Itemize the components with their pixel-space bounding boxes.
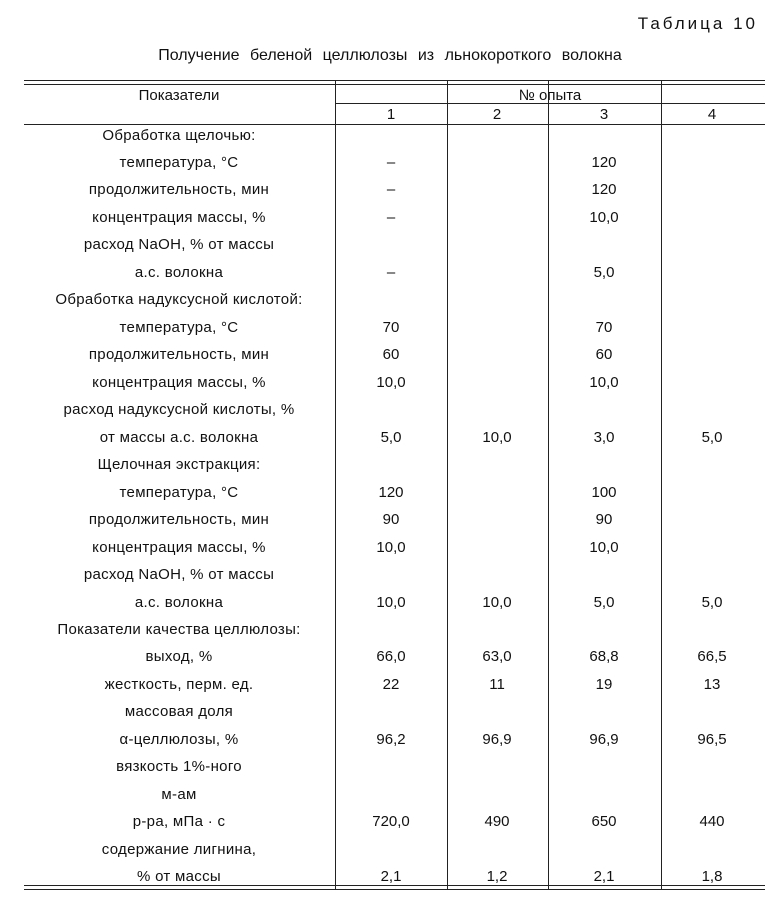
table-cell: 60 [382, 346, 400, 363]
table-cell: 2,1 [380, 868, 402, 885]
table-cell: 10,0 [589, 374, 619, 391]
table-cell: 70 [595, 319, 613, 336]
row-label: концентрация массы, % [92, 374, 266, 391]
row-label: расход NaOH, % от массы [83, 236, 275, 253]
row-label: а.с. волокна [134, 264, 224, 281]
row-label: α-целлюлозы, % [119, 731, 239, 748]
column-divider [335, 81, 336, 889]
column-divider [447, 81, 448, 889]
table-cell: 5,0 [593, 594, 615, 611]
row-label: продолжительность, мин [88, 511, 270, 528]
table-cell: 1,2 [486, 868, 508, 885]
row-label: выход, % [145, 648, 213, 665]
header-col-1: 1 [386, 106, 396, 123]
row-label: Обработка надуксусной кислотой: [55, 291, 303, 308]
table-cell: 5,0 [701, 594, 723, 611]
table-cell: 70 [382, 319, 400, 336]
table-cell: 66,0 [376, 648, 406, 665]
table-cell: 96,5 [697, 731, 727, 748]
table-cell: 96,2 [376, 731, 406, 748]
row-label: Обработка щелочью: [102, 127, 256, 144]
row-label: а.с. волокна [134, 594, 224, 611]
row-label: продолжительность, мин [88, 181, 270, 198]
table-cell: 11 [489, 676, 505, 693]
header-indicators: Показатели [138, 87, 220, 104]
table-label: Таблица 10 [637, 14, 758, 33]
table-cell: – [386, 181, 396, 198]
table-cell: 68,8 [589, 648, 619, 665]
table-cell: 120 [378, 484, 404, 501]
table-cell: – [386, 264, 396, 281]
header-col-3: 3 [599, 106, 609, 123]
table-caption: Получение беленой целлюлозы из льнокороткого волокна [158, 47, 622, 64]
table-cell: 13 [703, 676, 721, 693]
table-cell: 90 [382, 511, 400, 528]
row-label: температура, °С [119, 484, 239, 501]
row-label: жесткость, перм. ед. [104, 676, 254, 693]
table-cell: 490 [484, 813, 510, 830]
row-label: концентрация массы, % [92, 209, 266, 226]
table-cell: 5,0 [380, 429, 402, 446]
table-cell: 720,0 [372, 813, 410, 830]
table-cell: 90 [595, 511, 613, 528]
table-cell: 19 [595, 676, 613, 693]
table-cell: 10,0 [376, 374, 406, 391]
table-cell: 5,0 [593, 264, 615, 281]
table-cell: 3,0 [593, 429, 615, 446]
row-label: вязкость 1%-ного [116, 758, 242, 775]
header-col-4: 4 [707, 106, 717, 123]
table-cell: – [386, 209, 396, 226]
table-cell: 96,9 [482, 731, 512, 748]
table-cell: 22 [382, 676, 400, 693]
table-cell: 66,5 [697, 648, 727, 665]
table-cell: 5,0 [701, 429, 723, 446]
table-cell: 10,0 [589, 539, 619, 556]
header-experiment-no: № опыта [518, 87, 582, 104]
table-cell: 96,9 [589, 731, 619, 748]
row-label: р-ра, мПа · с [132, 813, 226, 830]
table-cell: 120 [591, 181, 617, 198]
row-label: содержание лигнина, [101, 841, 257, 858]
table-cell: 440 [699, 813, 725, 830]
table-cell: 10,0 [482, 429, 512, 446]
data-table [24, 80, 765, 890]
table-cell: 120 [591, 154, 617, 171]
row-label: концентрация массы, % [92, 539, 266, 556]
row-label: температура, °С [119, 319, 239, 336]
table-cell: 60 [595, 346, 613, 363]
column-divider [661, 81, 662, 889]
table-cell: 10,0 [376, 594, 406, 611]
header-col-2: 2 [492, 106, 502, 123]
column-divider [548, 81, 549, 889]
row-label: % от массы [137, 868, 221, 885]
table-cell: 10,0 [376, 539, 406, 556]
table-cell: 100 [591, 484, 617, 501]
row-label: от массы а.с. волокна [99, 429, 259, 446]
row-label: массовая доля [124, 703, 234, 720]
row-label: продолжительность, мин [88, 346, 270, 363]
table-cell: 10,0 [482, 594, 512, 611]
table-cell: 63,0 [482, 648, 512, 665]
table-cell: – [386, 154, 396, 171]
row-label: м-ам [161, 786, 197, 803]
row-label: Щелочная экстракция: [97, 456, 261, 473]
row-label: расход надуксусной кислоты, % [63, 401, 295, 418]
row-label: расход NaOH, % от массы [83, 566, 275, 583]
row-label: Показатели качества целлюлозы: [57, 621, 301, 638]
table-cell: 1,8 [701, 868, 723, 885]
row-label: температура, °С [119, 154, 239, 171]
table-cell: 10,0 [589, 209, 619, 226]
table-cell: 2,1 [593, 868, 615, 885]
header-bottom-rule [24, 124, 765, 125]
table-cell: 650 [591, 813, 617, 830]
